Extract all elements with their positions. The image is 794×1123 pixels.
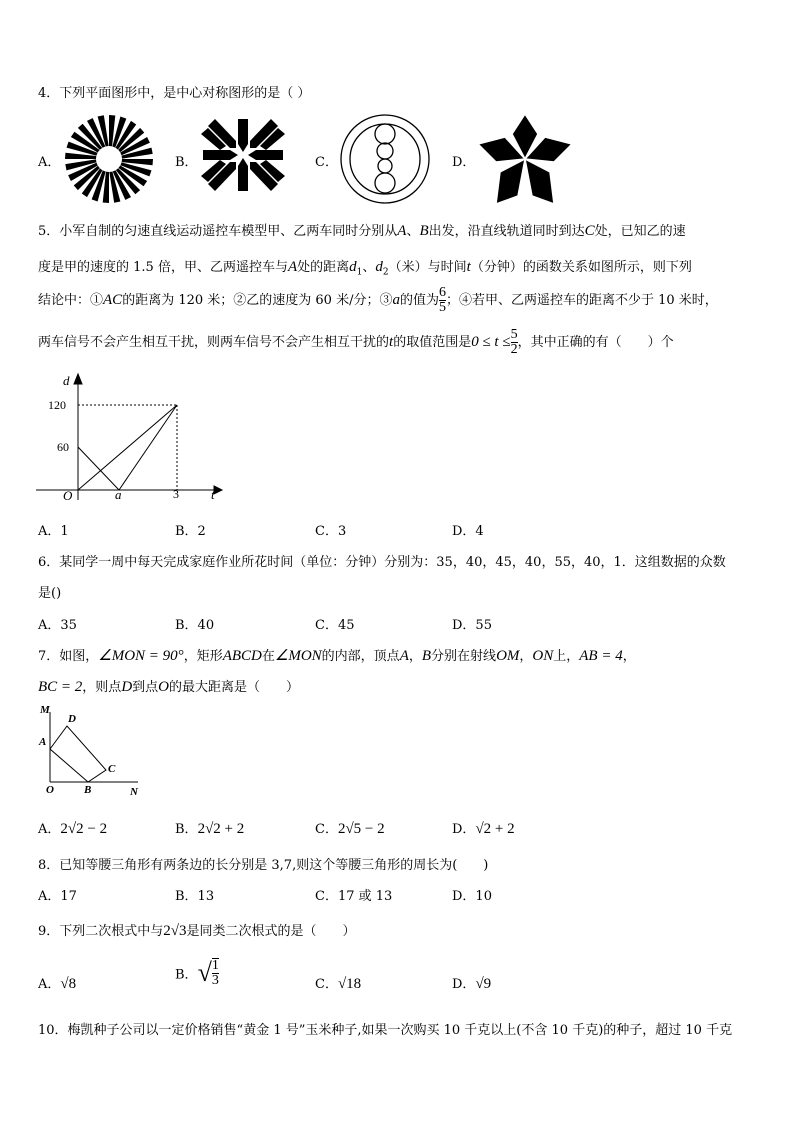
q5-fraction-6-5: $\frac{6}{5}$ (438, 285, 446, 315)
q6-option-d: D．55 (452, 618, 492, 633)
graph-x-label-3: 3 (173, 487, 179, 501)
q5-option-b: B．2 (175, 524, 206, 539)
fig-label-B: B (84, 784, 92, 796)
q5-graph (36, 370, 226, 505)
q9-stem: 9．下列二次根式中与2√3是同类二次根式的是（ ） (38, 923, 356, 939)
graph-x-label-a: a (115, 487, 122, 502)
fig-label-O: O (46, 784, 54, 796)
fig-label-A: A (39, 736, 47, 748)
q4-stem: 4．下列平面图形中，是中心对称图形的是（ ） (38, 86, 311, 101)
graph-y-label-60: 60 (57, 440, 69, 454)
q4-option-d-figure (478, 114, 572, 204)
graph-x-axis-label: t (211, 487, 215, 502)
q5-option-d: D．4 (452, 524, 484, 539)
q5-option-a: A．1 (38, 524, 69, 539)
fig-label-M: M (40, 704, 50, 716)
q4-option-a-figure (64, 114, 154, 204)
q5-fraction-5-2: $\frac{5}{2}$ (510, 327, 518, 357)
q9-option-b: B．√ $\frac{1}{3}$ (175, 958, 219, 988)
q4-option-b-figure (198, 114, 288, 196)
fig-label-D: D (68, 713, 76, 725)
q6-option-b: B．40 (175, 618, 215, 633)
q9-option-d: D．√9 (452, 976, 492, 992)
q5-line3: 结论中：①AC的距离为 120 米；②乙的速度为 60 米/分；③a的值为 $\frac{6}{5}$ ；④若甲、乙两遥控车的距离不少于 10 米时， (38, 285, 718, 315)
q9-option-c: C．√18 (315, 976, 362, 992)
q8-stem: 8．已知等腰三角形有两条边的长分别是 3,7,则这个等腰三角形的周长为( ) (38, 858, 489, 873)
graph-y-axis-label: d (63, 373, 70, 388)
q5-line1: 5．小军自制的匀速直线运动遥控车模型甲、乙两车同时分别从A、B出发，沿直线轨道同时到达C处，已知乙的速 (38, 223, 686, 239)
fig-label-C: C (108, 763, 116, 775)
q8-option-a: A．17 (38, 889, 77, 904)
q7-line2: BC = 2，则点D到点O的最大距离是（ ） (38, 679, 300, 695)
q7-line1: 7．如图，∠MON = 90°，矩形ABCD在∠MON的内部，顶点A，B分别在射线OM，ON上，AB = 4， (38, 648, 636, 664)
q4-option-d-label: D． (452, 155, 476, 170)
line-d1-down (78, 447, 119, 490)
q9-option-a: A．√8 (38, 976, 77, 992)
q6-option-a: A．35 (38, 618, 77, 633)
q10-stem: 10．梅凯种子公司以一定价格销售“黄金 1 号”玉米种子,如果一次购买 10 千克以上(不含 10 千克)的种子，超过 10 千克 (38, 1023, 733, 1038)
fig-label-N: N (130, 786, 138, 798)
q7-option-b: B．2√2 + 2 (175, 821, 245, 837)
q6-line2: 是() (38, 586, 62, 601)
q8-option-b: B．13 (175, 889, 215, 904)
q4-option-b-label: B． (175, 155, 198, 170)
q8-option-c: C．17 或 13 (315, 889, 393, 904)
q4-option-a-label: A． (38, 155, 61, 170)
q9-fraction-1-3: $\frac{1}{3}$ (211, 958, 219, 988)
q5-option-c: C．3 (315, 524, 347, 539)
q7-option-d: D．√2 + 2 (452, 821, 515, 837)
q6-line1: 6．某同学一周中每天完成家庭作业所花时间（单位：分钟）分别为：35，40，45，40，55，40，1．这组数据的众数 (38, 555, 726, 570)
graph-origin-label: O (63, 488, 73, 503)
q4-option-c-label: C． (315, 155, 338, 170)
q6-option-c: C．45 (315, 618, 355, 633)
q4-option-c-figure (340, 114, 430, 204)
q7-option-c: C．2√5 − 2 (315, 821, 385, 837)
q8-option-d: D．10 (452, 889, 492, 904)
graph-y-label-120: 120 (48, 398, 66, 412)
q5-line2: 度是甲的速度的 1.5 倍，甲、乙两遥控车与A处的距离$d_1$、$d_2$（米）与时间t（分钟）的函数关系如图所示，则下列 (38, 259, 692, 278)
q7-option-a: A．2√2 − 2 (38, 821, 108, 837)
q5-line4: 两车信号不会产生相互干扰，则两车信号不会产生相互干扰的t的取值范围是0 ≤ t ≤ $\frac{5}{2}$ ，其中正确的有（ ）个 (38, 327, 674, 357)
